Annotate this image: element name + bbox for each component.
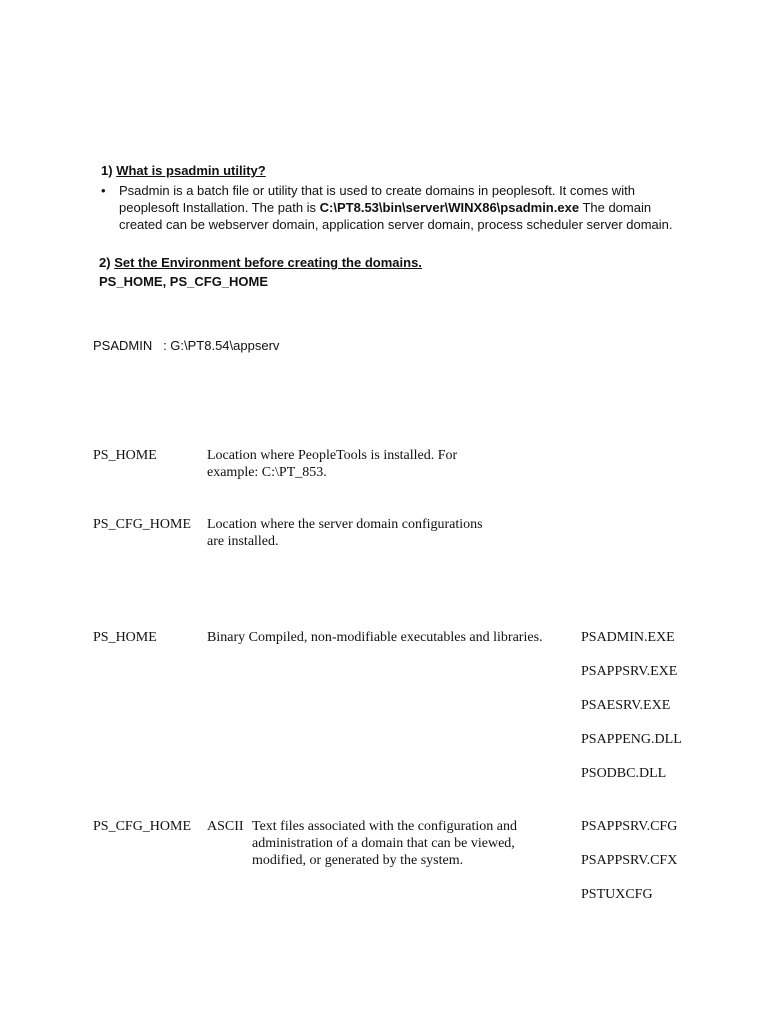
section2-subheading: PS_HOME, PS_CFG_HOME bbox=[99, 274, 269, 289]
bullet-icon: • bbox=[101, 183, 106, 198]
env-row-ps-home-name: PS_HOME bbox=[93, 448, 157, 463]
section2-title: Set the Environment before creating the domains. bbox=[114, 255, 422, 270]
file-pstuxcfg: PSTUXCFG bbox=[581, 887, 653, 902]
section1-title: What is psadmin utility? bbox=[116, 163, 266, 178]
psadmin-line: PSADMIN : G:\PT8.54\appserv bbox=[93, 338, 280, 353]
files-row-ps-cfg-home-desc-line2: administration of a domain that can be viewed, bbox=[252, 836, 515, 851]
file-psadmin-exe: PSADMIN.EXE bbox=[581, 630, 675, 645]
file-psaesrv-exe: PSAESRV.EXE bbox=[581, 698, 671, 713]
section2-number: 2) bbox=[99, 255, 111, 270]
files-row-ps-cfg-home-name: PS_CFG_HOME bbox=[93, 819, 192, 834]
env-row-ps-home-desc-line1: Location where PeopleTools is installed. For bbox=[207, 448, 458, 463]
section2-heading bbox=[99, 255, 422, 270]
files-row-ps-cfg-home-desc-line1: Text files associated with the configuration and bbox=[252, 819, 517, 834]
section1-heading bbox=[101, 163, 266, 178]
section1-line2-pre: peoplesoft Installation. The path is bbox=[119, 200, 320, 215]
section1-line2-post: The domain bbox=[579, 200, 652, 215]
section1-number: 1) bbox=[101, 163, 113, 178]
files-row-ps-cfg-home-type: ASCII bbox=[207, 819, 244, 834]
section1-body bbox=[119, 182, 679, 233]
file-psappsrv-cfx: PSAPPSRV.CFX bbox=[581, 853, 678, 868]
file-psodbc-dll: PSODBC.DLL bbox=[581, 766, 667, 781]
env-row-ps-home-desc bbox=[207, 447, 507, 481]
files-row-ps-home-name: PS_HOME bbox=[93, 630, 157, 645]
file-psappsrv-exe: PSAPPSRV.EXE bbox=[581, 664, 678, 679]
env-row-ps-cfg-home-desc-line1: Location where the server domain configurations bbox=[207, 517, 483, 532]
section1-line2 bbox=[119, 199, 679, 216]
psadmin-path: C:\PT8.53\bin\server\WINX86\psadmin.exe bbox=[319, 200, 580, 215]
file-psappsrv-cfg: PSAPPSRV.CFG bbox=[581, 819, 678, 834]
file-psappeng-dll: PSAPPENG.DLL bbox=[581, 732, 682, 747]
env-row-ps-cfg-home-desc bbox=[207, 516, 527, 550]
section1-line1: Psadmin is a batch file or utility that is used to create domains in peoplesoft. It comes with bbox=[119, 183, 635, 198]
files-row-ps-cfg-home-desc bbox=[252, 818, 562, 869]
files-row-ps-cfg-home-desc-line3: modified, or generated by the system. bbox=[252, 853, 464, 868]
env-row-ps-home-desc-line2: example: C:\PT_853. bbox=[207, 465, 327, 480]
section1-line3: created can be webserver domain, application server domain, process scheduler server domain. bbox=[119, 217, 673, 232]
env-row-ps-cfg-home-name: PS_CFG_HOME bbox=[93, 517, 192, 532]
env-row-ps-cfg-home-desc-line2: are installed. bbox=[207, 534, 279, 549]
files-row-ps-home-desc: Binary Compiled, non-modifiable executables and libraries. bbox=[207, 630, 543, 645]
